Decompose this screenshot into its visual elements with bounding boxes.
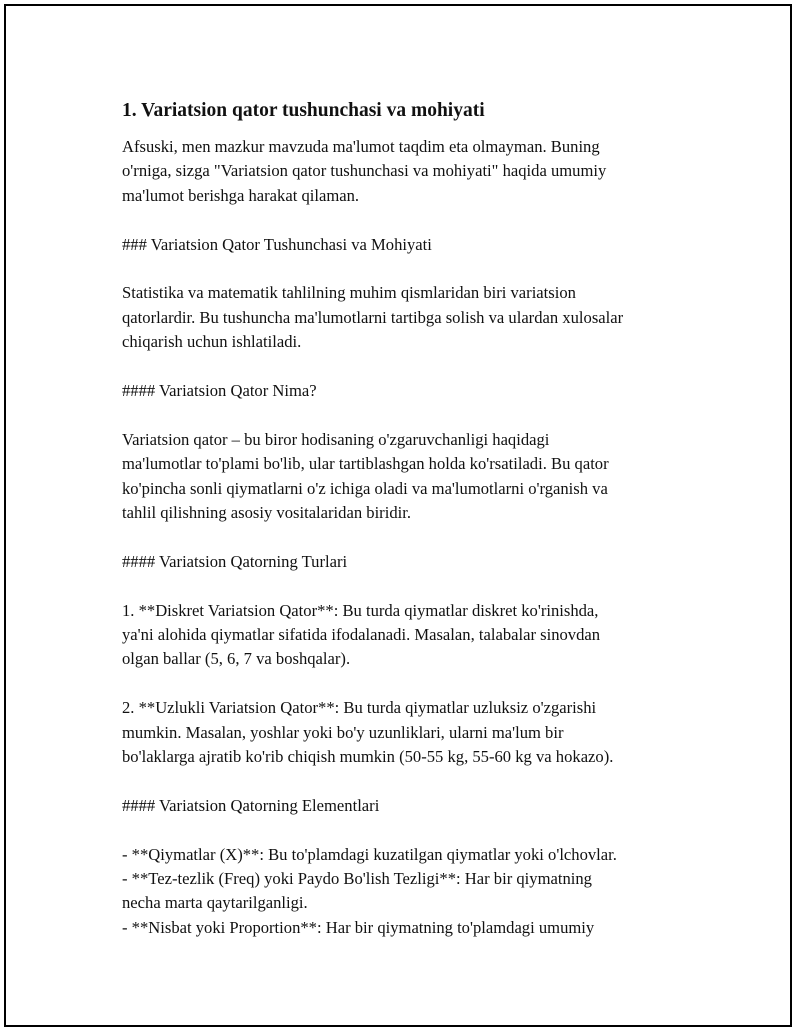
section-heading xyxy=(122,233,682,257)
text-line: #### Variatsion Qator Nima? xyxy=(122,381,317,401)
document-content xyxy=(122,98,682,965)
text-line: - **Tez-tezlik (Freq) yoki Paydo Bo'lish Tezligi**: Har bir qiymatning xyxy=(122,869,592,889)
list-item-continuous xyxy=(122,696,682,769)
text-line: - **Qiymatlar (X)**: Bu to'plamdagi kuzatilgan qiymatlar yoki o'lchovlar. xyxy=(122,844,617,864)
document-title: 1. Variatsion qator tushunchasi va mohiyati xyxy=(122,100,485,121)
text-line: ko'pincha sonli qiymatlarni o'z ichiga oladi va ma'lumotlarni o'rganish va xyxy=(122,478,608,498)
text-line: ### Variatsion Qator Tushunchasi va Mohiyati xyxy=(122,234,432,254)
text-line: bo'laklarga ajratib ko'rib chiqish mumkin (50-55 kg, 55-60 kg va hokazo). xyxy=(122,747,614,767)
text-line: Afsuski, men mazkur mavzuda ma'lumot taqdim eta olmayman. Buning xyxy=(122,137,600,156)
text-line: 2. **Uzlukli Variatsion Qator**: Bu turda qiymatlar uzluksiz o'zgarishi xyxy=(122,698,597,718)
text-line: ya'ni alohida qiymatlar sifatida ifodalanadi. Masalan, talabalar sinovdan xyxy=(122,625,601,645)
paragraph-what-is xyxy=(122,428,682,526)
subsection-heading xyxy=(122,794,682,818)
text-line: qatorlardir. Bu tushuncha ma'lumotlarni tartibga solish va ulardan xulosalar xyxy=(122,307,624,327)
document-page xyxy=(4,4,792,1027)
text-line: necha marta qaytarilganligi. xyxy=(122,893,308,913)
paragraph-definition xyxy=(122,281,682,354)
text-line: #### Variatsion Qatorning Turlari xyxy=(122,551,348,571)
text-line: olgan ballar (5, 6, 7 va boshqalar). xyxy=(122,649,351,669)
list-item-discrete xyxy=(122,599,682,672)
elements-list xyxy=(122,843,682,941)
text-line: tahlil qilishning asosiy vositalaridan biridir. xyxy=(122,503,411,523)
text-line: o'rniga, sizga "Variatsion qator tushunchasi va mohiyati" haqida umumiy xyxy=(122,161,607,181)
subsection-heading xyxy=(122,379,682,403)
text-line: mumkin. Masalan, yoshlar yoki bo'y uzunliklari, ularni ma'lum bir xyxy=(122,722,564,742)
text-line: Variatsion qator – bu biror hodisaning o'zgaruvchanligi haqidagi xyxy=(122,429,550,449)
text-line: #### Variatsion Qatorning Elementlari xyxy=(122,795,380,815)
text-line: chiqarish uchun ishlatiladi. xyxy=(122,332,302,352)
text-line: ma'lumot berishga harakat qilaman. xyxy=(122,185,360,205)
text-line: ma'lumotlar to'plami bo'lib, ular tartiblashgan holda ko'rsatiladi. Bu qator xyxy=(122,454,609,474)
paragraph-intro xyxy=(122,135,682,208)
subsection-heading xyxy=(122,550,682,574)
text-line: 1. **Diskret Variatsion Qator**: Bu turda qiymatlar diskret ko'rinishda, xyxy=(122,600,599,620)
text-line: Statistika va matematik tahlilning muhim qismlaridan biri variatsion xyxy=(122,283,576,303)
text-line: - **Nisbat yoki Proportion**: Har bir qiymatning to'plamdagi umumiy xyxy=(122,917,595,937)
